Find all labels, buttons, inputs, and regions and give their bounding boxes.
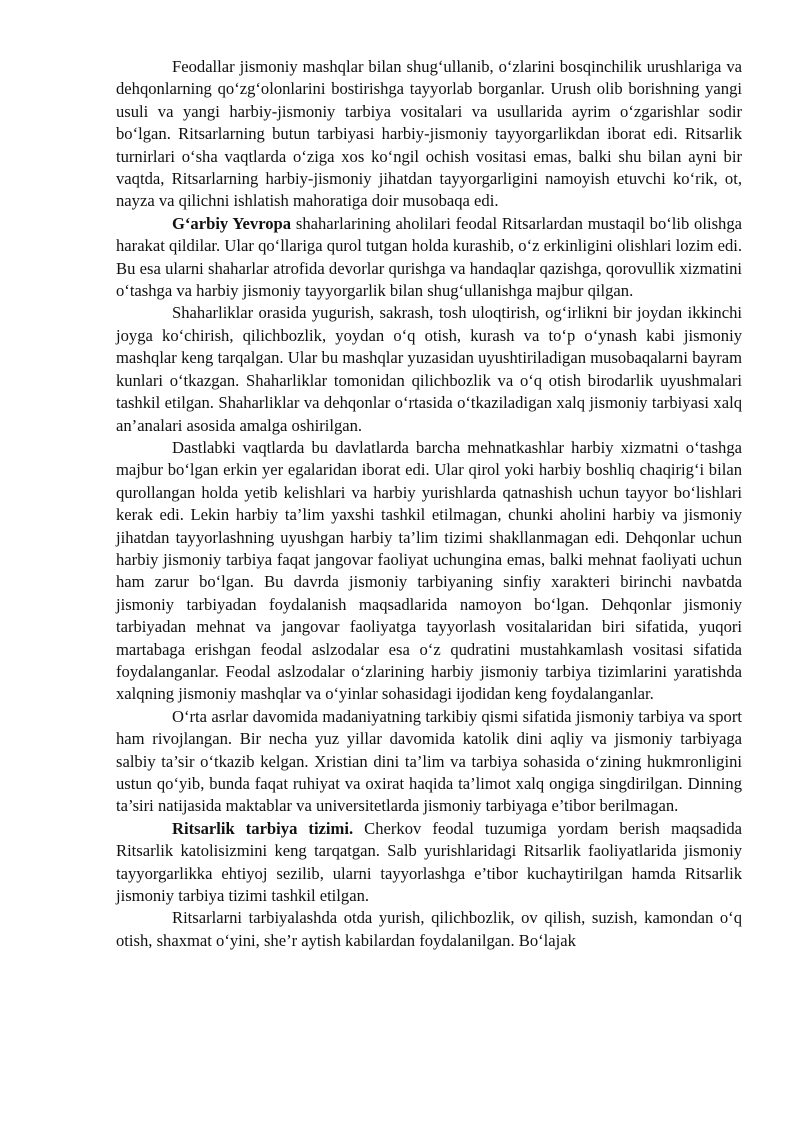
paragraph-ritsarlarni (116, 907, 742, 952)
paragraph-text: O‘rta asrlar davomida madaniyatning tarkibiy qismi sifatida jismoniy tarbiya va sport ham rivojlangan. Bir necha yuz yillar davomida katolik dini aqliy va jismoniy tarbiyaga salbiy ta’sir o‘tkazib kelgan. Xristian dini ta’lim va tarbiya sohasida o‘zining hukmronligini ustun qo‘yib, bunda faqat ruhiyat va oxirat haqida ta’limot xalq ongiga singdirilgan. Dinning ta’siri natijasida maktablar va universitetlarda jismoniy tarbiyaga e’tibor berilmagan. (116, 706, 742, 816)
paragraph-text: Ritsarlarni tarbiyalashda otda yurish, qilichbozlik, ov qilish, suzish, kamondan o‘q otish, shaxmat o‘yini, she’r aytish kabilardan foydalanilgan. Bo‘lajak (116, 908, 742, 950)
paragraph-dastlabki (116, 437, 742, 706)
paragraph-feodallar (116, 56, 742, 213)
paragraph-garbiy-yevropa (116, 213, 742, 303)
paragraph-bold-lead: G‘arbiy Yevropa (172, 213, 292, 233)
paragraph-bold-lead: Ritsarlik tarbiya tizimi. (172, 818, 354, 838)
document-body (116, 56, 742, 952)
paragraph-text: shaharlarining aholilari feodal Ritsarlardan mustaqil bo‘lib olishga harakat qildilar. Ular qo‘llariga qurol tutgan holda kurashib, o‘z erkinligini olishlari lozim edi. Bu esa ularni shaharlar atrofida devorlar qurishga va handaqlar qazishga, qorovullik xizmatini o‘tashga va harbiy jismoniy tayyorgarlik bilan shug‘ullanishga majbur qilgan. (116, 213, 742, 301)
paragraph-text: Feodallar jismoniy mashqlar bilan shug‘ullanib, o‘zlarini bosqinchilik urushlariga va dehqonlarning qo‘zg‘olonlarini bostirishga tayyorlab borganlar. Urush olib borishning yangi usuli va yangi harbiy-jismoniy tarbiya vositalari va usullarida ayrim o‘zgarishlar sodir bo‘lgan. Ritsarlarning butun tarbiyasi harbiy-jismoniy tayyorgarlikdan iborat edi. Ritsarlik turnirlari o‘sha vaqtlarda o‘ziga xos ko‘ngil ochish vositasi emas, balki shu bilan ayni bir vaqtda, Ritsarlarning harbiy-jismoniy jihatdan tayyorgarligini namoyish etuvchi ko‘rik, ot, nayza va qilichni ishlatish mahoratiga doir musobaqa edi. (116, 57, 742, 211)
paragraph-text: Shaharliklar orasida yugurish, sakrash, tosh uloqtirish, og‘irlikni bir joydan ikkinchi joyga ko‘chirish, qilichbozlik, yoydan o‘q otish, kurash va to‘p o‘ynash kabi jismoniy mashqlar keng tarqalgan. Ular bu mashqlar yuzasidan uyushtiriladigan musobaqalarni bayram kunlari o‘tkazgan. Shaharliklar tomonidan qilichbozlik va o‘q otish birodarlik uyushmalari tashkil etilgan. Shaharliklar va dehqonlar o‘rtasida o‘tkaziladigan xalq jismoniy tarbiyasi xalq an’analari asosida amalga oshirilgan. (116, 303, 742, 435)
paragraph-shaharliklar (116, 302, 742, 436)
paragraph-orta-asrlar (116, 706, 742, 818)
paragraph-text: Cherkov feodal tuzumiga yordam berish maqsadida Ritsarlik katolisizmini keng tarqatgan. Salb yurishlaridagi Ritsarlik faoliyatlarida jismoniy tayyorgarlikka ehtiyoj sezilib, ularni tayyorlashga e’tibor kuchaytirilgan hamda Ritsarlik jismoniy tarbiya tizimi tashkil etilgan. (116, 818, 742, 906)
paragraph-text: Dastlabki vaqtlarda bu davlatlarda barcha mehnatkashlar harbiy xizmatni o‘tashga majbur bo‘lgan erkin yer egalaridan iborat edi. Ular qirol yoki harbiy boshliq chaqirig‘i bilan qurollangan holda yetib kelishlari va harbiy yurishlarda qatnashish uchun tayyor bo‘lishlari kerak edi. Lekin harbiy ta’lim yaxshi tashkil etilmagan, chunki aholini harbiy va jismoniy jihatdan tayyorlashning uyushgan harbiy ta’lim tizimi shakllanmagan edi. Dehqonlar uchun harbiy jismoniy tarbiya faqat jangovar faoliyat uchungina emas, balki mehnat faoliyati uchun ham zarur bo‘lgan. Bu davrda jismoniy tarbiyaning sinfiy xarakteri birinchi navbatda jismoniy tarbiyadan foydalanish maqsadlarida namoyon bo‘lgan. Dehqonlar jismoniy tarbiyadan mehnat va jangovar faoliyatga tayyorlash vositalaridan biri sifatida, yuqori martabaga erishgan feodal aslzodalar esa o‘z qudratini mustahkamlash vositasi sifatida foydalanganlar. Feodal aslzodalar o‘zlarining harbiy jismoniy tarbiya tizimlarini yaratishda xalqning jismoniy mashqlar va o‘yinlar sohasidagi ijodidan keng foydalanganlar. (116, 437, 742, 704)
paragraph-ritsarlik-tizimi (116, 818, 742, 908)
